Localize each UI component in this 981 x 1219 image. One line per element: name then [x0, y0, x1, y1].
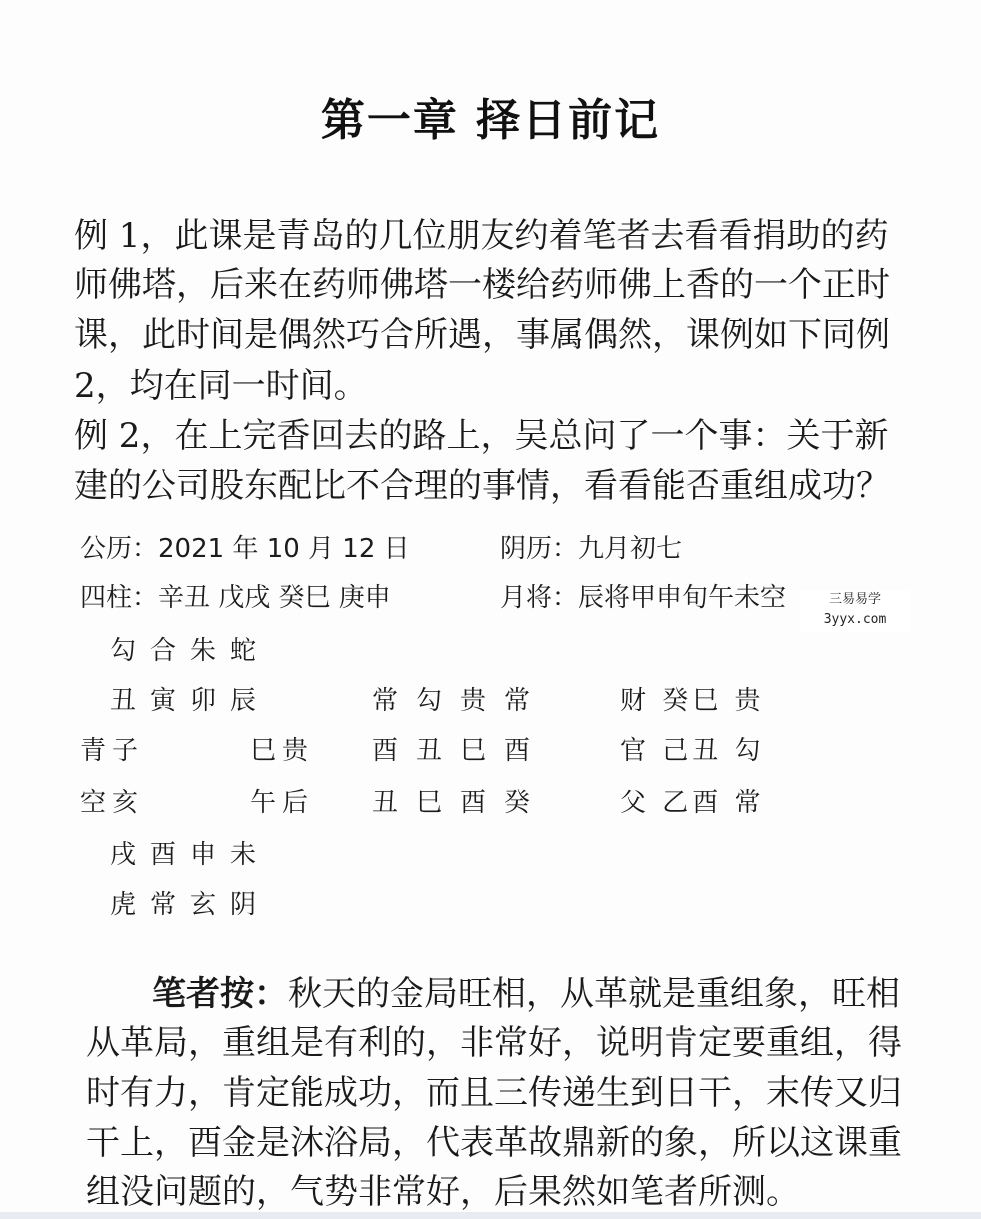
- author-note-first-line: [152, 972, 900, 1016]
- four-lessons-lower: 丑巳酉癸: [372, 788, 549, 818]
- four-lessons-upper: 酉丑巳酉: [372, 736, 549, 766]
- chapter-title: 第一章 择日前记: [320, 95, 661, 146]
- four-pillars: 四柱：辛丑 戊戌 癸巳 庚申: [80, 583, 391, 613]
- plate-row-generals-bottom: 虎常玄阴: [110, 890, 271, 920]
- month-general: 月将：辰将甲申旬午未空: [500, 583, 787, 613]
- solar-date: 公历：2021 年 10 月 12 日: [80, 534, 410, 564]
- author-note-line: 时有力，肯定能成功，而且三传递生到日干，末传又归: [86, 1073, 902, 1113]
- transmission-final: 父 乙酉 常: [620, 788, 765, 818]
- watermark-url: 3yyx.com: [823, 612, 887, 627]
- example-line: 例 1，此课是青岛的几位朋友约着笔者去看看捐助的药: [74, 216, 889, 256]
- example-line: 例 2，在上完香回去的路上，吴总问了一个事：关于新: [74, 416, 889, 456]
- plate-left-lower: 空亥: [80, 788, 145, 818]
- plate-row-branches-bottom: 戌酉申未: [110, 840, 271, 870]
- author-note-line: 从革局，重组是有利的，非常好，说明肯定要重组，得: [86, 1023, 902, 1063]
- transmission-initial: 财 癸巳 贵: [620, 686, 765, 716]
- plate-row-branches-top: 丑寅卯辰: [110, 686, 271, 716]
- example-line: 建的公司股东配比不合理的事情，看看能否重组成功？: [74, 466, 890, 506]
- plate-row-generals-top: 勾合朱蛇: [110, 636, 271, 666]
- author-note-line: 组没问题的，气势非常好，后果然如笔者所测。: [86, 1172, 800, 1212]
- plate-left-upper: 青子: [80, 736, 145, 766]
- four-lessons-generals: 常勾贵常: [372, 686, 549, 716]
- transmission-middle: 官 己丑 勾: [620, 736, 765, 766]
- example-line: 课，此时间是偶然巧合所遇，事属偶然，课例如下同例: [74, 315, 890, 355]
- watermark: [800, 590, 910, 632]
- lunar-date: 阴历：九月初七: [500, 534, 683, 564]
- example-line: 师佛塔，后来在药师佛塔一楼给药师佛上香的一个正时: [74, 265, 890, 305]
- example-line: 2，均在同一时间。: [74, 366, 368, 406]
- watermark-text: 三易易学: [828, 592, 881, 607]
- bottom-strip: [0, 1212, 981, 1219]
- author-note-line: 干上，酉金是沐浴局，代表革故鼎新的象，所以这课重: [86, 1123, 902, 1163]
- author-note-text: 秋天的金局旺相，从革就是重组象，旺相: [288, 974, 900, 1014]
- author-note-label: 笔者按：: [152, 974, 288, 1014]
- plate-right-lower: 午后: [250, 788, 315, 818]
- plate-right-upper: 巳贵: [250, 736, 315, 766]
